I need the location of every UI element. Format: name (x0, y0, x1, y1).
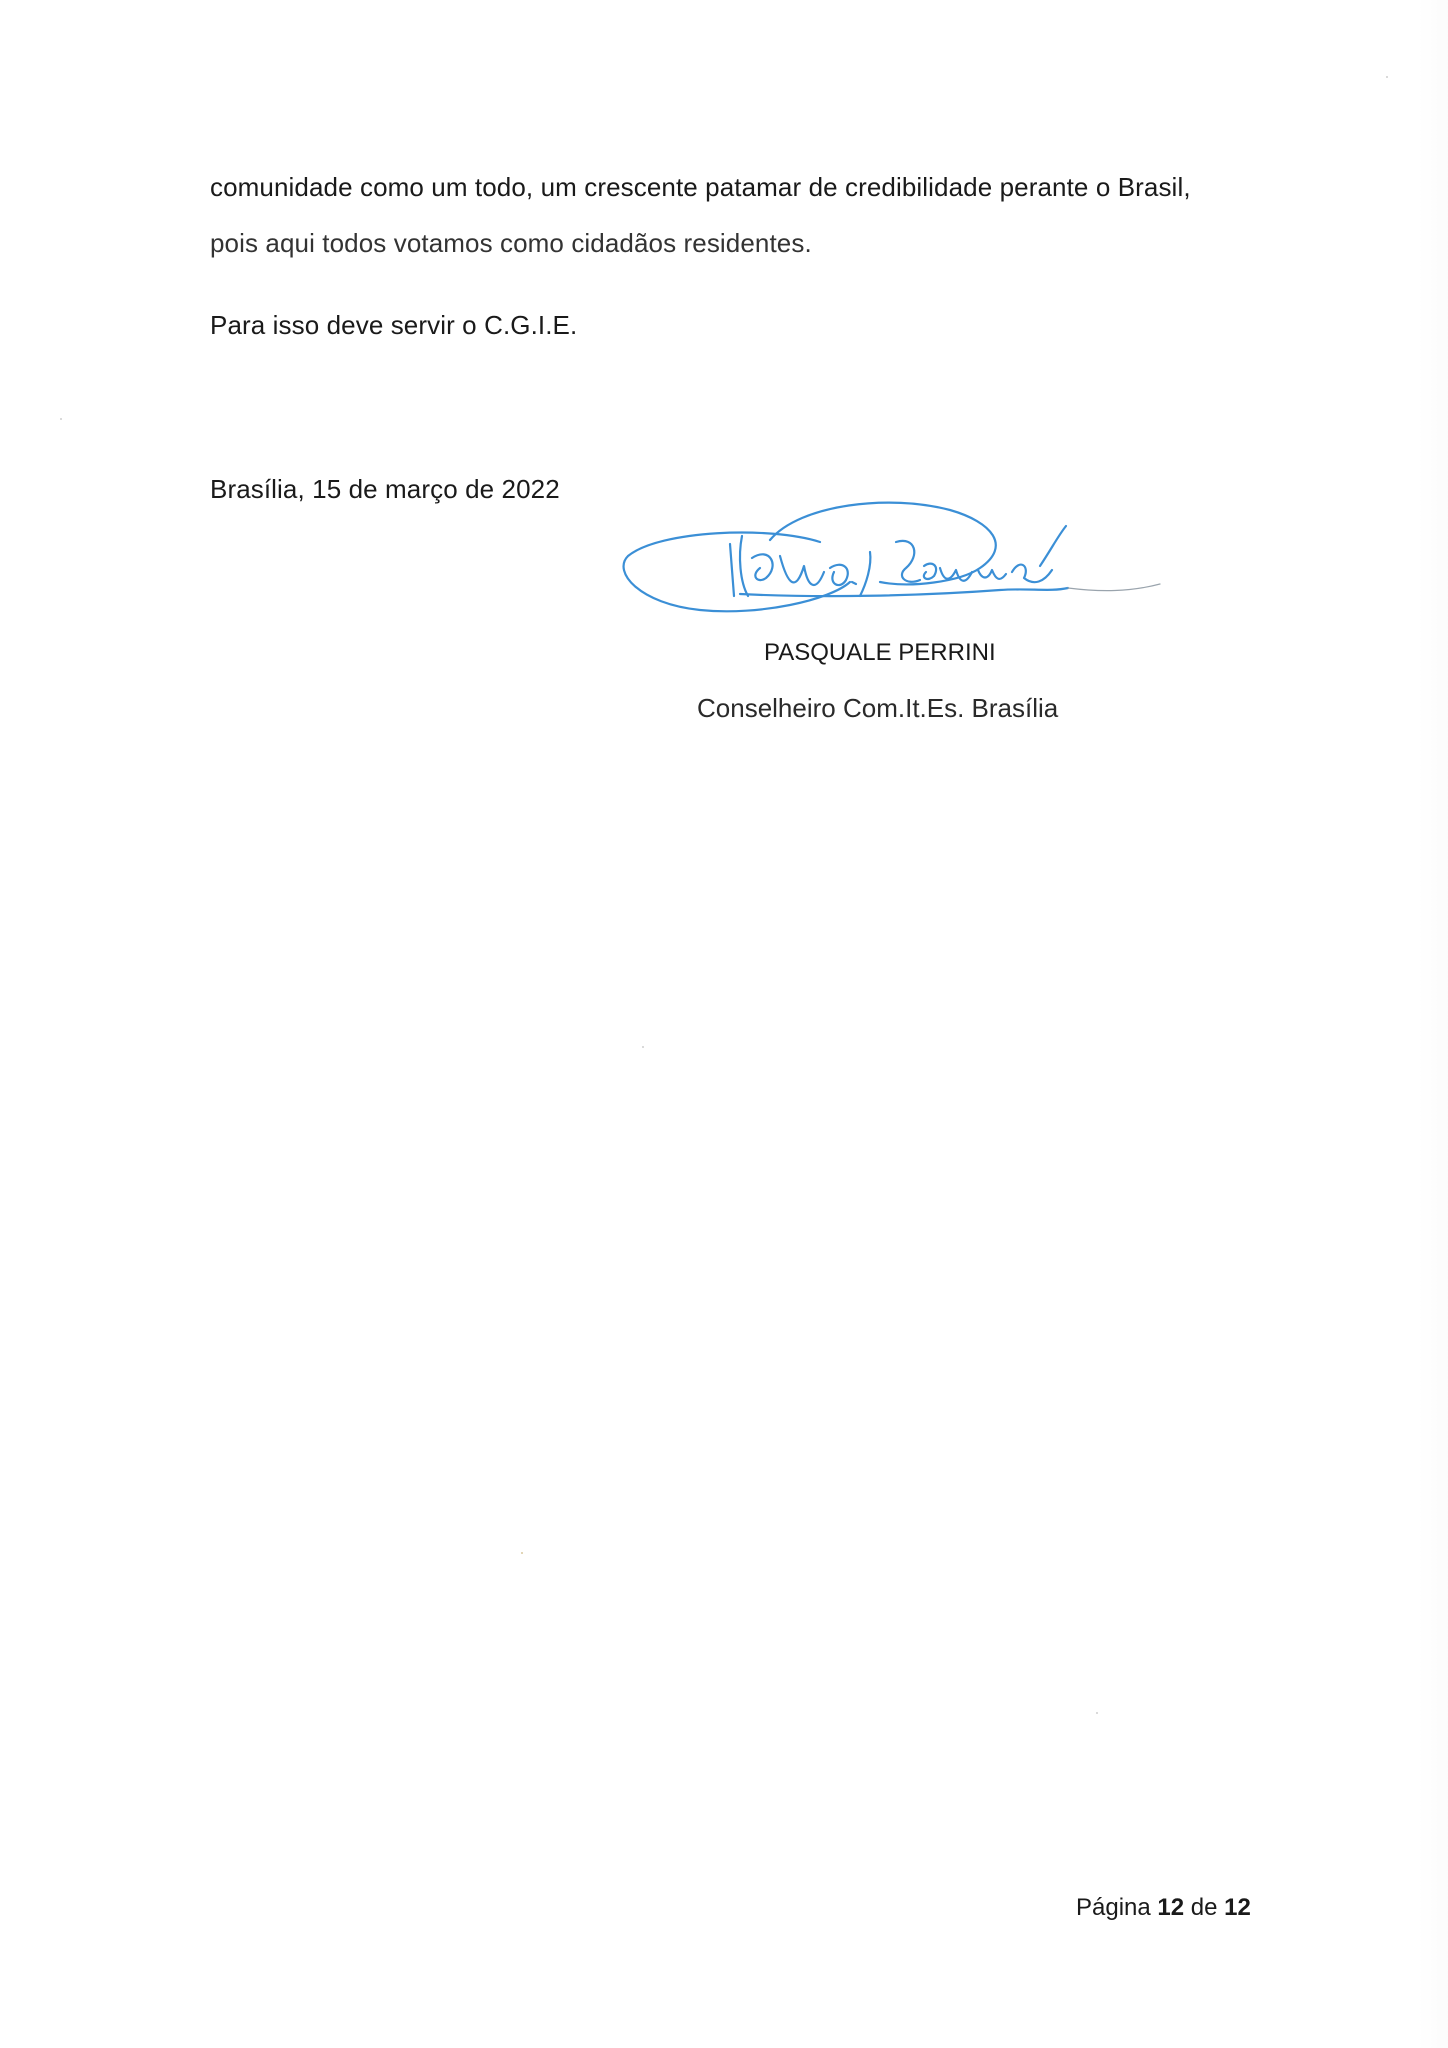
scan-speck (60, 418, 62, 420)
signer-role: Conselheiro Com.It.Es. Brasília (697, 693, 1059, 723)
handwritten-signature (620, 496, 1180, 646)
scan-speck (521, 1552, 523, 1554)
scan-speck (1096, 1712, 1098, 1714)
current-page-number: 12 (1157, 1894, 1185, 1921)
total-pages-number: 12 (1224, 1894, 1251, 1921)
body-text-line-3: Para isso deve servir o C.G.I.E. (210, 310, 578, 340)
scan-edge-shadow (1418, 0, 1448, 2048)
body-text-line-1: comunidade como um todo, um crescente patamar de credibilidade perante o Brasil, (210, 172, 1191, 202)
page-label: Página (1076, 1894, 1151, 1921)
page-separator: de (1190, 1894, 1218, 1921)
place-and-date: Brasília, 15 de março de 2022 (210, 474, 560, 504)
body-text-line-2: pois aqui todos votamos como cidadãos residentes. (210, 228, 812, 258)
scan-speck (642, 1046, 644, 1048)
signer-name: PASQUALE PERRINI (764, 639, 996, 666)
page-number-footer (1076, 1892, 1251, 1924)
scan-speck (1386, 76, 1388, 78)
